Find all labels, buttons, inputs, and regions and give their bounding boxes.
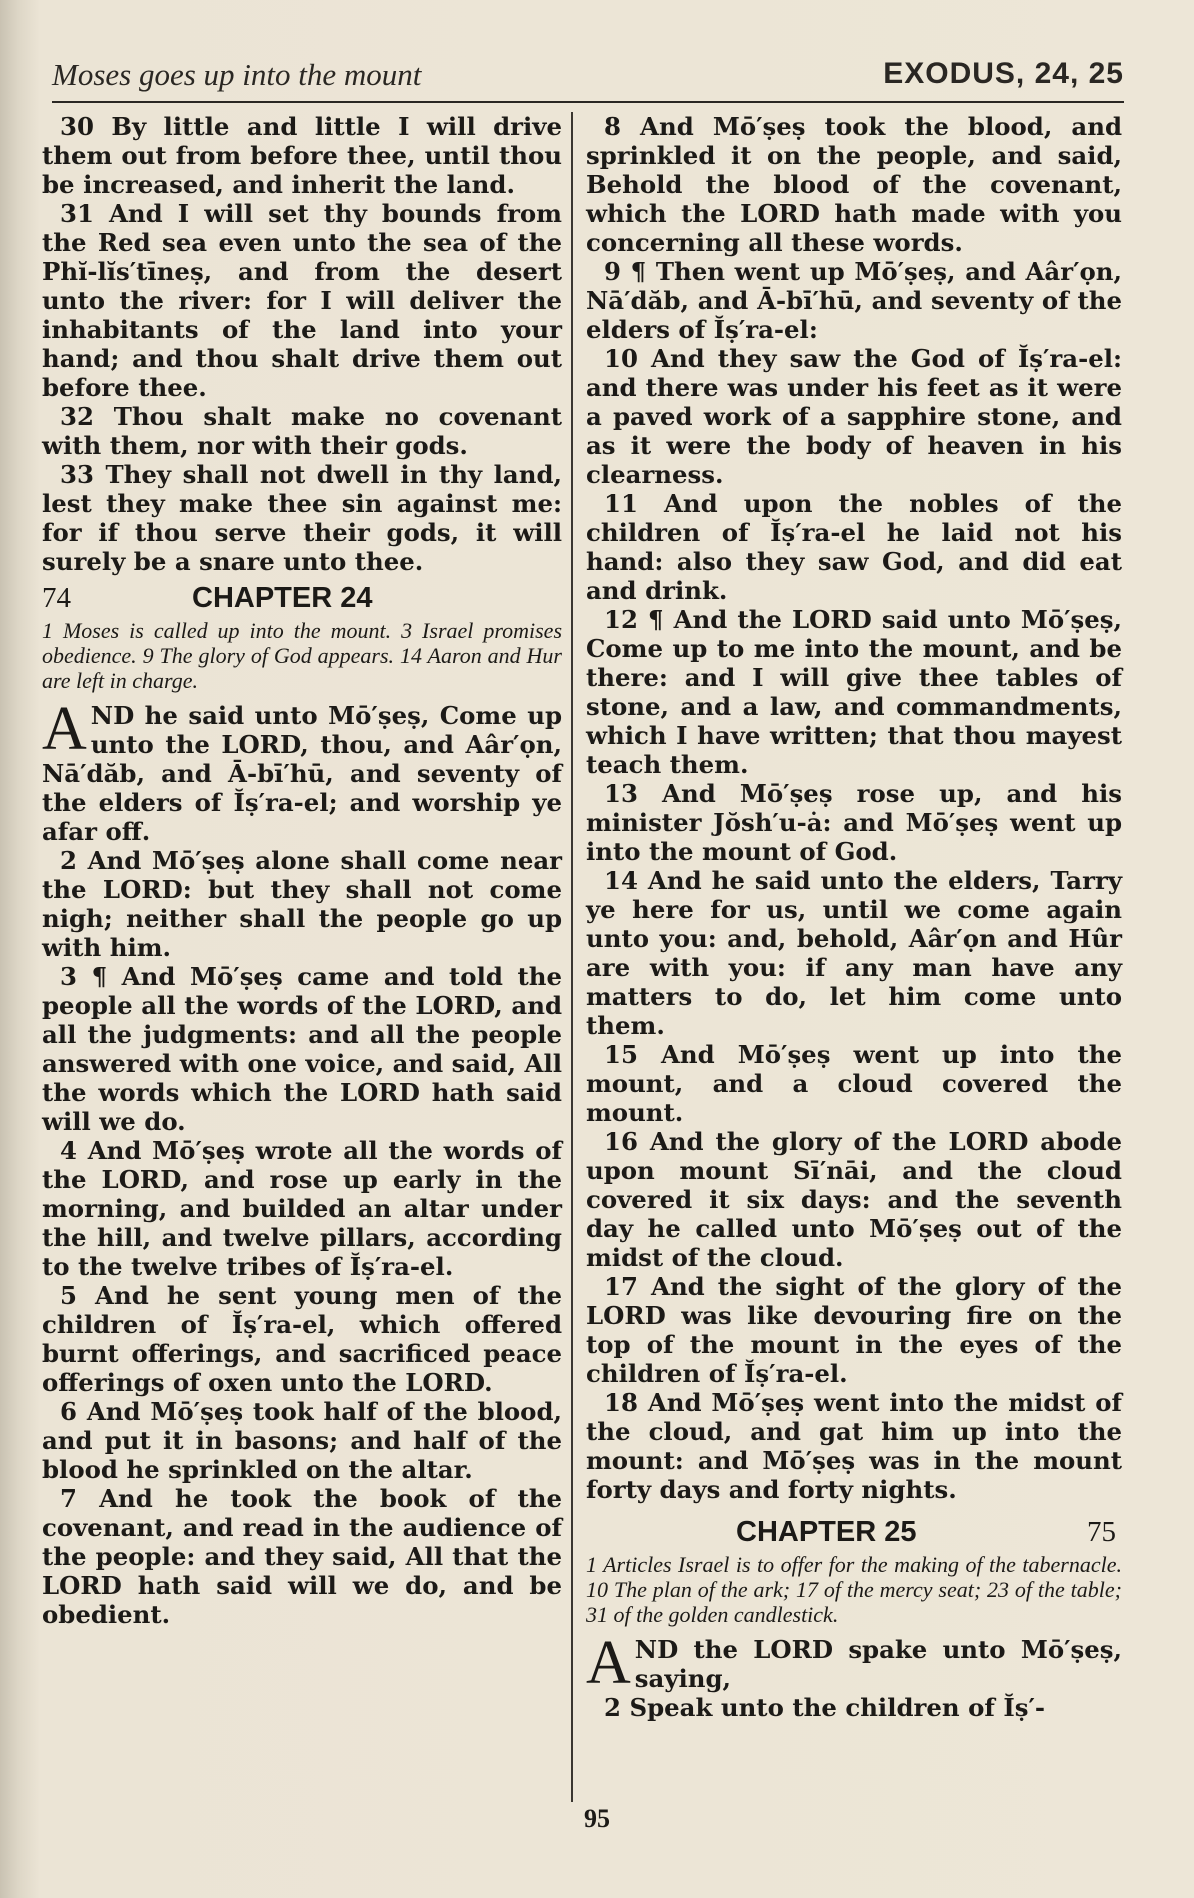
header-book-chapter: EXODUS, 24, 25 bbox=[883, 57, 1124, 90]
header-topic: Moses goes up into the mount bbox=[52, 57, 422, 92]
verse: 17 And the sight of the glory of the LORD was like devouring fire on the top of the mount in the eyes of the children of Ĭṣ′ra-el. bbox=[586, 1272, 1122, 1388]
drop-cap: A bbox=[586, 1629, 631, 1697]
chapter-title: CHAPTER 24 bbox=[192, 582, 373, 614]
verse: 13 And Mō′ṣeṣ rose up, and his minister Jŏsh′u-ȧ: and Mō′ṣeṣ went up into the mount of God. bbox=[586, 779, 1122, 866]
running-header bbox=[52, 55, 1124, 103]
verse: 31 And I will set thy bounds from the Red sea even unto the sea of the Phĭ-lĭs′tīneṣ, and from the desert unto the river: for I will deliver the inhabitants of the land into your hand; and thou shalt drive them out before thee. bbox=[42, 199, 562, 402]
verse: 30 By little and little I will drive them out from before thee, until thou be increased, and inherit the land. bbox=[42, 112, 562, 199]
chapter-summary: 1 Moses is called up into the mount. 3 Israel promises obedience. 9 The glory of God appears. 14 Aaron and Hur are left in charge. bbox=[42, 618, 562, 693]
column-divider bbox=[571, 112, 573, 1802]
left-column bbox=[42, 112, 562, 1629]
verse: 5 And he sent young men of the children of Ĭṣ′ra-el, which offered burnt offerings, and sacrificed peace offerings of oxen unto the LORD. bbox=[42, 1281, 562, 1397]
opening-verse bbox=[586, 1629, 1122, 1697]
verse: 14 And he said unto the elders, Tarry ye here for us, until we come again unto you: and, behold, Aâr′ọn and Hûr are with you: if any man have any matters to do, let him come unto them. bbox=[586, 866, 1122, 1040]
verse: 2 Speak unto the children of Ĭṣ′- bbox=[604, 1693, 1046, 1722]
opening-verse-text: ND the LORD spake unto Mō′ṣeṣ, saying, bbox=[634, 1635, 1122, 1693]
page-number: 95 bbox=[584, 1804, 610, 1833]
verse: 18 And Mō′ṣeṣ went into the midst of the cloud, and gat him up into the mount: and Mō′ṣeṣ was in the mount forty days and forty nights. bbox=[586, 1388, 1122, 1504]
chapter-summary: 1 Articles Israel is to offer for the making of the tabernacle. 10 The plan of the ark; 17 of the mercy seat; 23 of the table; 31 of the golden candlestick. bbox=[586, 1552, 1122, 1627]
chapter-heading bbox=[586, 1514, 1122, 1550]
verse: 6 And Mō′ṣeṣ took half of the blood, and put it in basons; and half of the blood he sprinkled on the altar. bbox=[42, 1397, 562, 1484]
verse: 8 And Mō′ṣeṣ took the blood, and sprinkled it on the people, and said, Behold the blood of the covenant, which the LORD hath made with you concerning all these words. bbox=[586, 112, 1122, 257]
chapter-title: CHAPTER 25 bbox=[736, 1516, 917, 1548]
verse: 16 And the glory of the LORD abode upon mount Sī′nāi, and the cloud covered it six days: and the seventh day he called unto Mō′ṣeṣ out of the midst of the cloud. bbox=[586, 1127, 1122, 1272]
verse: 12 ¶ And the LORD said unto Mō′ṣeṣ, Come up to me into the mount, and be there: and I will give thee tables of stone, and a law, and commandments, which I have written; that thou mayest teach them. bbox=[586, 605, 1122, 779]
right-column bbox=[586, 112, 1122, 1722]
opening-verse bbox=[42, 695, 562, 846]
marginal-number: 74 bbox=[42, 582, 71, 614]
verse: 9 ¶ Then went up Mō′ṣeṣ, and Aâr′ọn, Nā′dăb, and Ā-bī′hū, and seventy of the elders of Ĭṣ′ra-el: bbox=[586, 257, 1122, 344]
verse: 7 And he took the book of the covenant, and read in the audience of the people: and they said, All that the LORD hath said will we do, and be obedient. bbox=[42, 1484, 562, 1629]
verse: 3 ¶ And Mō′ṣeṣ came and told the people all the words of the LORD, and all the judgments: and all the people answered with one voice, and said, All the words which the LORD hath said will we do. bbox=[42, 962, 562, 1136]
marginal-number: 75 bbox=[1087, 1516, 1116, 1548]
opening-verse-text: ND he said unto Mō′ṣeṣ, Come up unto the LORD, thou, and Aâr′ọn, Nā′dăb, and Ā-bī′hū, and seventy of the elders of Ĭṣ′ra-el; and worship ye afar off. bbox=[42, 701, 562, 846]
chapter-heading bbox=[42, 580, 562, 616]
verse: 32 Thou shalt make no covenant with them, nor with their gods. bbox=[42, 402, 562, 460]
verse: 15 And Mō′ṣeṣ went up into the mount, and a cloud covered the mount. bbox=[586, 1040, 1122, 1127]
verse: 33 They shall not dwell in thy land, lest they make thee sin against me: for if thou serve their gods, it will surely be a snare unto thee. bbox=[42, 460, 562, 576]
verse: 2 And Mō′ṣeṣ alone shall come near the LORD: but they shall not come nigh; neither shall the people go up with him. bbox=[42, 846, 562, 962]
verse: 11 And upon the nobles of the children of Ĭṣ′ra-el he laid not his hand: also they saw God, and did eat and drink. bbox=[586, 489, 1122, 605]
drop-cap: A bbox=[42, 695, 87, 763]
verse: 10 And they saw the God of Ĭṣ′ra-el: and there was under his feet as it were a paved work of a sapphire stone, and as it were the body of heaven in his clearness. bbox=[586, 344, 1122, 489]
verse: 4 And Mō′ṣeṣ wrote all the words of the LORD, and rose up early in the morning, and builded an altar under the hill, and twelve pillars, according to the twelve tribes of Ĭṣ′ra-el. bbox=[42, 1136, 562, 1281]
